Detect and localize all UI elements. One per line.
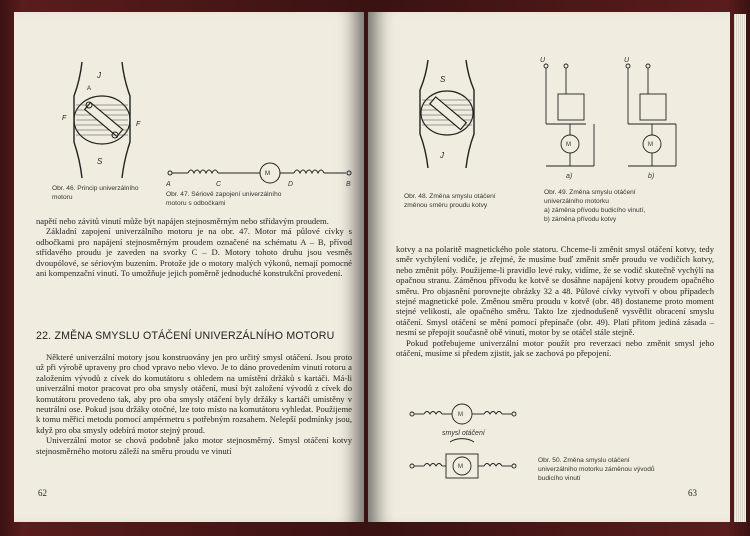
svg-text:S: S <box>440 75 446 84</box>
left-body-text-bottom <box>36 352 352 456</box>
label-f2: F <box>136 121 141 128</box>
svg-text:D: D <box>288 181 294 188</box>
svg-text:M: M <box>458 464 463 470</box>
rotation-label: smysl otáčení <box>442 430 485 437</box>
svg-text:M: M <box>648 142 653 148</box>
figure-48-caption: Obr. 48. Změna smyslu otáčení změnou směru proudu kotvy <box>404 193 496 209</box>
figure-46-caption: Obr. 46. Princip univerzálního motoru <box>52 185 139 201</box>
label-s: S <box>97 157 103 166</box>
svg-text:M: M <box>566 142 571 148</box>
label-f: F <box>62 115 67 122</box>
svg-text:C: C <box>216 181 222 188</box>
paragraph: napětí nebo závitů vinutí může být napájen stejnosměrným nebo střídavým proudem. <box>36 216 329 226</box>
right-body-text <box>396 244 714 358</box>
label-a: A <box>87 86 92 92</box>
paragraph: Některé univerzální motory jsou konstruovány jen pro určitý smysl otáčení. Jsou proto už při výrobě upraveny pro chod vpravo nebo vlevo. Je to dáno provedením vinutí rotoru a založením vývodů z cívek do komutátoru s ohledem na umístění držáků s kartáči. Má-li univerzální motor pracovat pro oba smysly otáčení, musí být založení vývodů z cívek do komutátoru provedeno tak, aby pro oba smysly otáčení byly držáky s kartáči umístěny v neutrální ose. Pokud jsou držáky otočné, lze toto místo na komutátoru vyhledat. Použijeme k tomu měřicí metodu pomocí ampérmetru s potřebným rozsahem. Nelepší podmínky jsou, když pro oba smysly odebírá motor stejný proud. <box>36 352 352 435</box>
figure-50-reversing-diagram <box>408 400 518 484</box>
figure-49-caption: Obr. 49. Změna smyslu otáčení univerzálního motorku a) záměna přívodu budicího vinutí, b) záměna přívodu kotvy <box>544 189 646 223</box>
paragraph: Pokud potřebujeme univerzální motor použít pro reverzaci nebo změnit smysl jeho otáčení, musíme si předem zjistit, jak se zachová po přepojení. <box>396 337 714 359</box>
svg-text:U: U <box>540 57 546 64</box>
svg-text:U: U <box>624 57 630 64</box>
figure-48-motor-diagram <box>402 58 492 170</box>
svg-text:M: M <box>458 412 463 418</box>
left-body-text-top <box>36 216 352 278</box>
paragraph: kotvy a na polaritě magnetického pole statoru. Chceme-li změnit smysl otáčení kotvy, tedy směr vychýlení vodiče, je zřejmé, že musíme buď změnit směr proudu ve vodičích kotvy, nebo změnit póly. Použijeme-li pravidlo levé ruky, vidíme, že se vodič skutečně vychýlí na opačnou stranu. Záměnou přívodu ke kotvě se dosáhne napájení kotvy proudem opačného směru. Pro objasnění porovnejte obrázky 32 a 48. Půlové cívky vytvoří v obou případech stejné magnetické pole. Změnou směru proudu v kotvě (obr. 48) dostaneme proto moment stejné velikosti, ale opačného směru. Takto lze zjednodušeně vysvětlit obracení smyslu otáčení. Smysl otáčení se mění pomocí přepínače (obr. 49). Platí přitom jediná zásada – nesmí se přepojit současně obě vinutí, motor by se otáčel stále stejně. <box>396 244 714 338</box>
page-number-left: 62 <box>38 488 47 498</box>
figure-50-caption: Obr. 50. Změna smyslu otáčení univerzálního motorku záměnou vývodů budicího vinutí <box>538 457 655 482</box>
figure-47-caption: Obr. 47. Sériově zapojení univerzálního motoru s odbočkami <box>166 191 282 207</box>
figure-47-series-motor-diagram <box>166 160 356 190</box>
section-heading: 22. ZMĚNA SMYSLU OTÁČENÍ UNIVERZÁLNÍHO MOTORU <box>36 330 335 342</box>
figure-46-motor-diagram <box>52 60 152 180</box>
page-edges <box>734 14 746 522</box>
label-j: J <box>97 71 101 80</box>
svg-text:B: B <box>346 181 351 188</box>
right-page <box>368 12 730 522</box>
paragraph: Základní zapojení univerzálního motoru je na obr. 47. Motor má půlové cívky s odbočkami pro napájení stejnosměrným proudem označené na schématu A – B, přívod střídavého proudu je zaveden na svorky C – D. Motory tohoto druhu jsou vesměs dvoupólové, se sériovým buzením. Protože jde o motory malých výkonů, nemají pomocné ani kompenzační vinutí. To umožňuje jejich poměrně jednoduché konstrukční provedení. <box>36 226 352 279</box>
svg-text:M: M <box>265 171 270 177</box>
svg-text:b): b) <box>648 173 655 180</box>
page-number-right: 63 <box>688 488 697 498</box>
paragraph: Univerzální motor se chová podobně jako motor stejnosměrný. Smysl otáčení kotvy stejnosměrného motoru záleží na směru proudu ve vinutí <box>36 435 352 456</box>
figure-49-wiring-diagrams <box>536 54 684 180</box>
svg-text:J: J <box>440 151 444 160</box>
svg-text:a): a) <box>566 173 573 180</box>
left-page <box>14 12 364 522</box>
svg-text:A: A <box>166 181 171 188</box>
